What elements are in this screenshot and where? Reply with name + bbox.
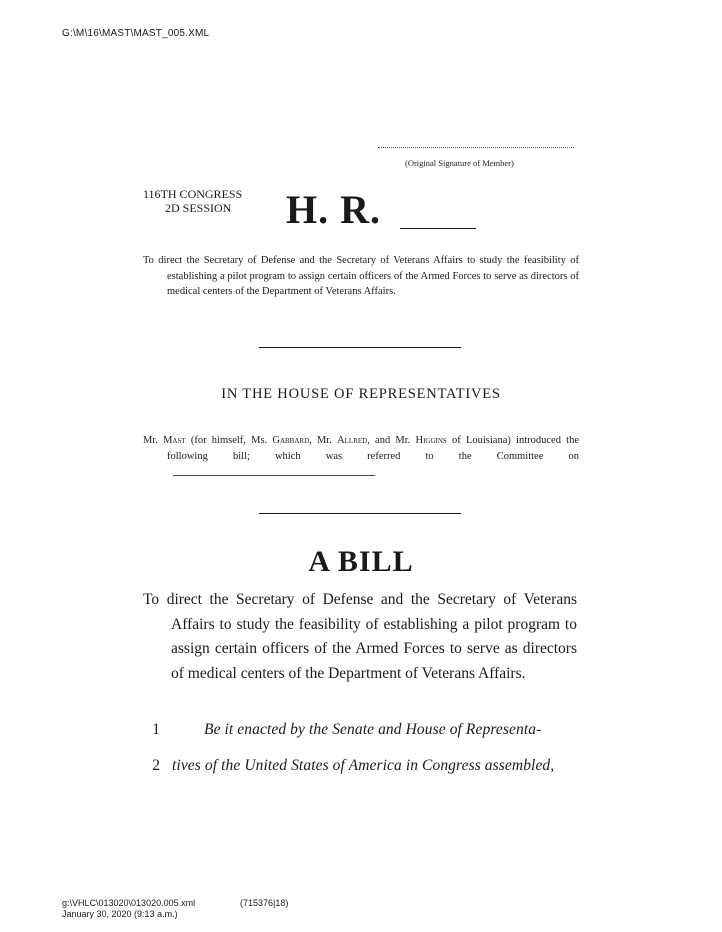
line-number: 2 bbox=[152, 757, 160, 774]
sponsor-allred: Allred bbox=[337, 435, 368, 446]
signature-line bbox=[378, 147, 574, 148]
enacting-clause-line-1: Be it enacted by the Senate and House of Representa- bbox=[204, 721, 542, 738]
session-line bbox=[143, 201, 242, 215]
signature-label: (Original Signature of Member) bbox=[405, 158, 514, 168]
divider-rule bbox=[259, 347, 461, 348]
session-label: D SESSION bbox=[171, 201, 232, 215]
footer-file: g:\VHLC\013020\013020.005.xml bbox=[62, 898, 196, 908]
sponsor-text: of Louisiana) introduced the following bill; which was referred to the Committee on bbox=[167, 435, 579, 462]
bill-heading: A BILL bbox=[308, 545, 414, 578]
sponsor-text: , and Mr. bbox=[367, 435, 416, 446]
bill-number-prefix: H. R. bbox=[286, 187, 381, 232]
file-path-header: G:\M\16\MAST\MAST_005.XML bbox=[62, 28, 210, 39]
congress-label: TH CONGRESS bbox=[160, 187, 243, 201]
sponsor-title: Mr. bbox=[143, 435, 158, 446]
committee-blank bbox=[173, 465, 375, 476]
congress-number: 116 bbox=[143, 187, 161, 201]
footer-file-info bbox=[62, 898, 195, 920]
divider-rule bbox=[259, 513, 461, 514]
footer-date: January 30, 2020 (9:13 a.m.) bbox=[62, 909, 178, 919]
short-title: To direct the Secretary of Defense and the Secretary of Veterans Affairs to study the feasibility of establishing a pilot program to assign certain officers of the Armed Forces to serve as directors of medical centers of the Department of Veterans Affairs. bbox=[143, 255, 579, 297]
bill-number-blank bbox=[400, 228, 476, 229]
bill-purpose: To direct the Secretary of Defense and the Secretary of Veterans Affairs to study the feasibility of establishing a pilot program to assign certain officers of the Armed Forces to serve as directors of medical centers of the Department of Veterans Affairs. bbox=[143, 591, 577, 682]
footer-id: (715376|18) bbox=[240, 898, 289, 908]
line-number: 1 bbox=[152, 721, 160, 738]
chamber-heading: IN THE HOUSE OF REPRESENTATIVES bbox=[221, 386, 501, 402]
enacting-clause-line-2: tives of the United States of America in Congress assembled, bbox=[172, 757, 555, 774]
sponsors-paragraph bbox=[143, 433, 579, 482]
sponsor-mast: Mast bbox=[163, 435, 186, 446]
sponsor-text: (for himself, Ms. bbox=[185, 435, 273, 446]
sponsor-gabbard: Gabbard bbox=[272, 435, 310, 446]
congress-line bbox=[143, 187, 242, 201]
congress-session bbox=[143, 187, 242, 215]
sponsor-text: , Mr. bbox=[309, 435, 338, 446]
sponsor-higgins: Higgins bbox=[415, 435, 447, 446]
session-number: 2 bbox=[165, 201, 171, 215]
